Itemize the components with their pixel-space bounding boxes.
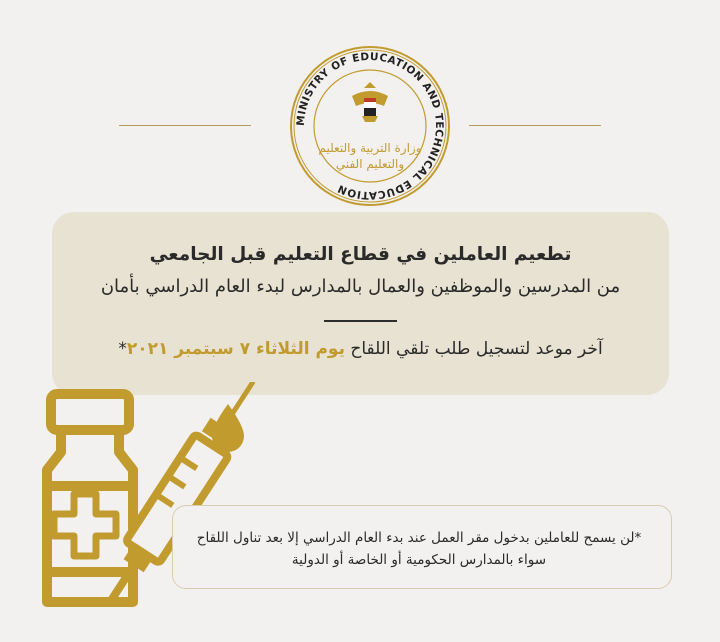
- note-line1: *لن يسمح للعاملين بدخول مقر العمل عند بدء العام الدراسي إلا بعد تناول اللقاح: [196, 530, 642, 546]
- drop-icon: [212, 404, 244, 452]
- vaccine-vial-icon: [47, 394, 133, 602]
- divider-right: [469, 125, 601, 126]
- logo-center-line1: وزارة التربية والتعليم: [318, 141, 422, 155]
- ministry-logo: [288, 44, 452, 208]
- deadline-mark: *: [118, 339, 127, 359]
- deadline-line: [52, 339, 669, 359]
- announcement-card: [52, 212, 669, 395]
- divider-left: [119, 125, 251, 126]
- medical-cross-icon: [54, 494, 116, 556]
- note-line2: سواء بالمدارس الحكومية أو الخاصة أو الدولية: [291, 552, 547, 568]
- deadline-date: يوم الثلاثاء ٧ سبتمبر ٢٠٢١: [126, 339, 345, 359]
- announcement-subtitle: من المدرسين والموظفين والعمال بالمدارس لبدء العام الدراسي بأمان: [100, 276, 621, 297]
- logo-center-line2: والتعليم الفني: [335, 157, 405, 171]
- note-box: [172, 505, 672, 589]
- title-separator: [324, 320, 397, 322]
- announcement-title: تطعيم العاملين في قطاع التعليم قبل الجامعي: [149, 244, 572, 265]
- logo-ring-text: MINISTRY OF EDUCATION AND TECHNICAL EDUCATION: [294, 50, 446, 202]
- deadline-prefix: آخر موعد لتسجيل طلب تلقي اللقاح: [350, 339, 603, 359]
